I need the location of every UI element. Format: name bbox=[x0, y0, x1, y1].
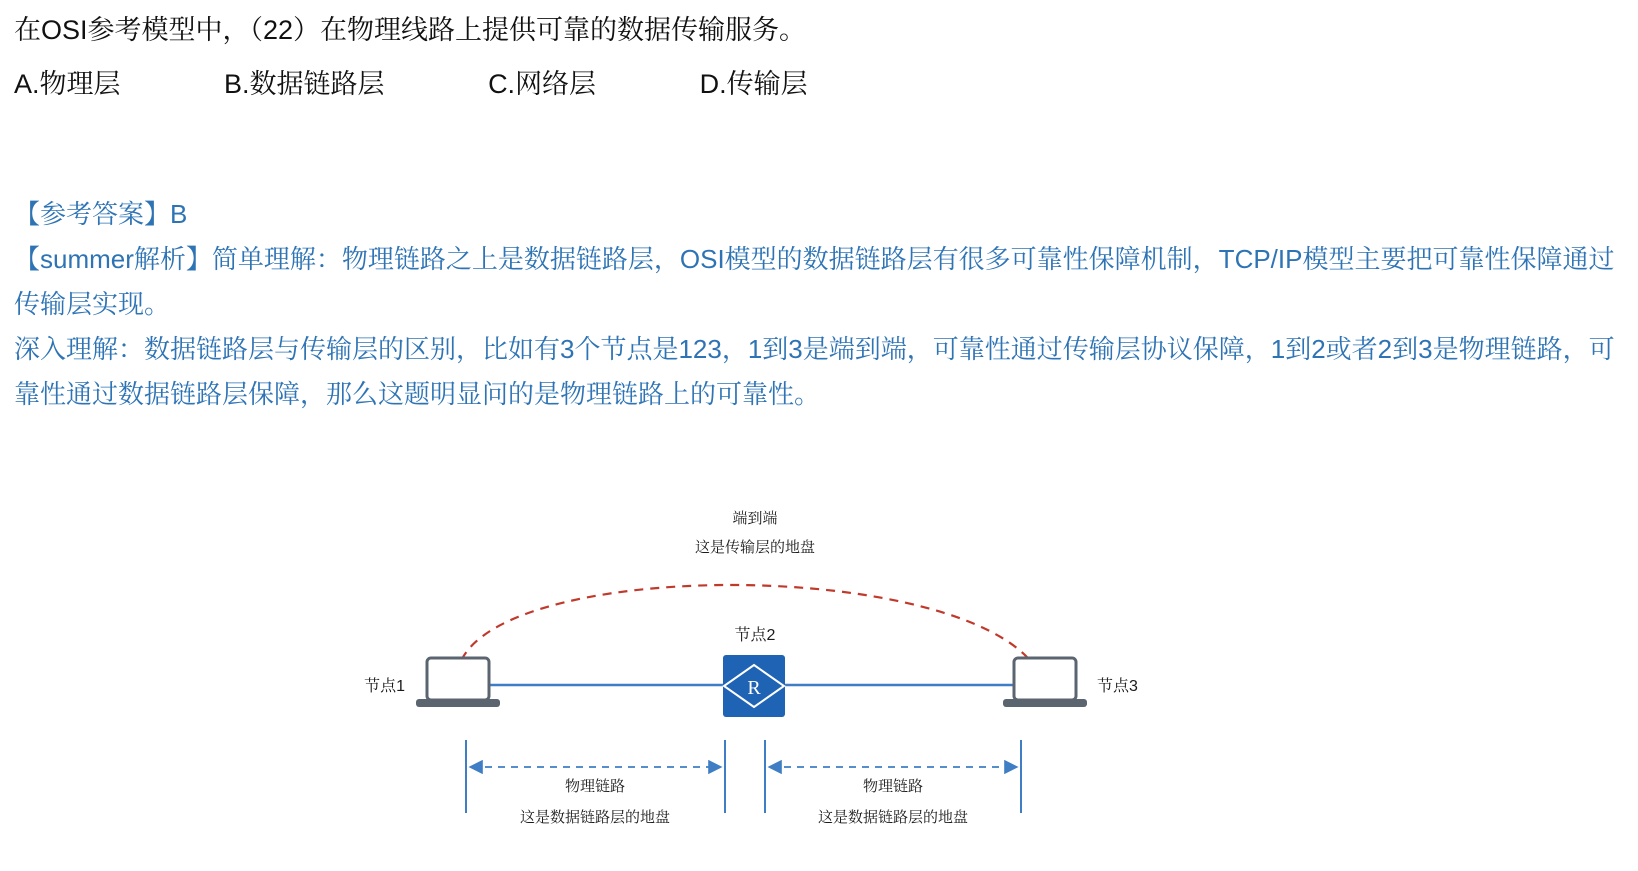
analysis-block bbox=[14, 192, 1620, 417]
question-block bbox=[14, 10, 1614, 104]
option-d: D.传输层 bbox=[699, 69, 808, 99]
router-glyph: R bbox=[747, 677, 761, 699]
reference-answer: 【参考答案】B bbox=[14, 199, 188, 229]
question-options bbox=[14, 64, 1614, 104]
end-to-end-label-line1: 端到端 bbox=[732, 510, 778, 527]
end-to-end-label-line2: 这是传输层的地盘 bbox=[694, 539, 816, 556]
question-stem: 在OSI参考模型中，（22）在物理线路上提供可靠的数据传输服务。 bbox=[14, 15, 807, 45]
network-diagram bbox=[0, 495, 1638, 871]
node2-label: 节点2 bbox=[734, 627, 776, 644]
option-c: C.网络层 bbox=[488, 69, 597, 99]
node3-label: 节点3 bbox=[1097, 678, 1138, 695]
node1-label: 节点1 bbox=[364, 678, 405, 695]
node1-laptop-icon bbox=[416, 658, 500, 707]
option-b: B.数据链路层 bbox=[224, 69, 385, 99]
right-link-label-line2: 这是数据链路层的地盘 bbox=[817, 809, 969, 826]
analysis-paragraph-1: 【summer解析】简单理解：物理链路之上是数据链路层，OSI模型的数据链路层有很多可靠性保障机制，TCP/IP模型主要把可靠性保障通过传输层实现。 bbox=[14, 244, 1615, 319]
option-a: A.物理层 bbox=[14, 69, 121, 99]
analysis-paragraph-2: 深入理解：数据链路层与传输层的区别，比如有3个节点是123，1到3是端到端，可靠性通过传输层协议保障，1到2或者2到3是物理链路，可靠性通过数据链路层保障，那么这题明显问的是物理链路上的可靠性。 bbox=[14, 334, 1615, 409]
left-link-label-line1: 物理链路 bbox=[564, 778, 626, 795]
node3-laptop-icon bbox=[1003, 658, 1087, 707]
left-link-label-line2: 这是数据链路层的地盘 bbox=[519, 809, 671, 826]
node2-router-icon bbox=[723, 655, 785, 717]
right-link-label-line1: 物理链路 bbox=[862, 778, 924, 795]
